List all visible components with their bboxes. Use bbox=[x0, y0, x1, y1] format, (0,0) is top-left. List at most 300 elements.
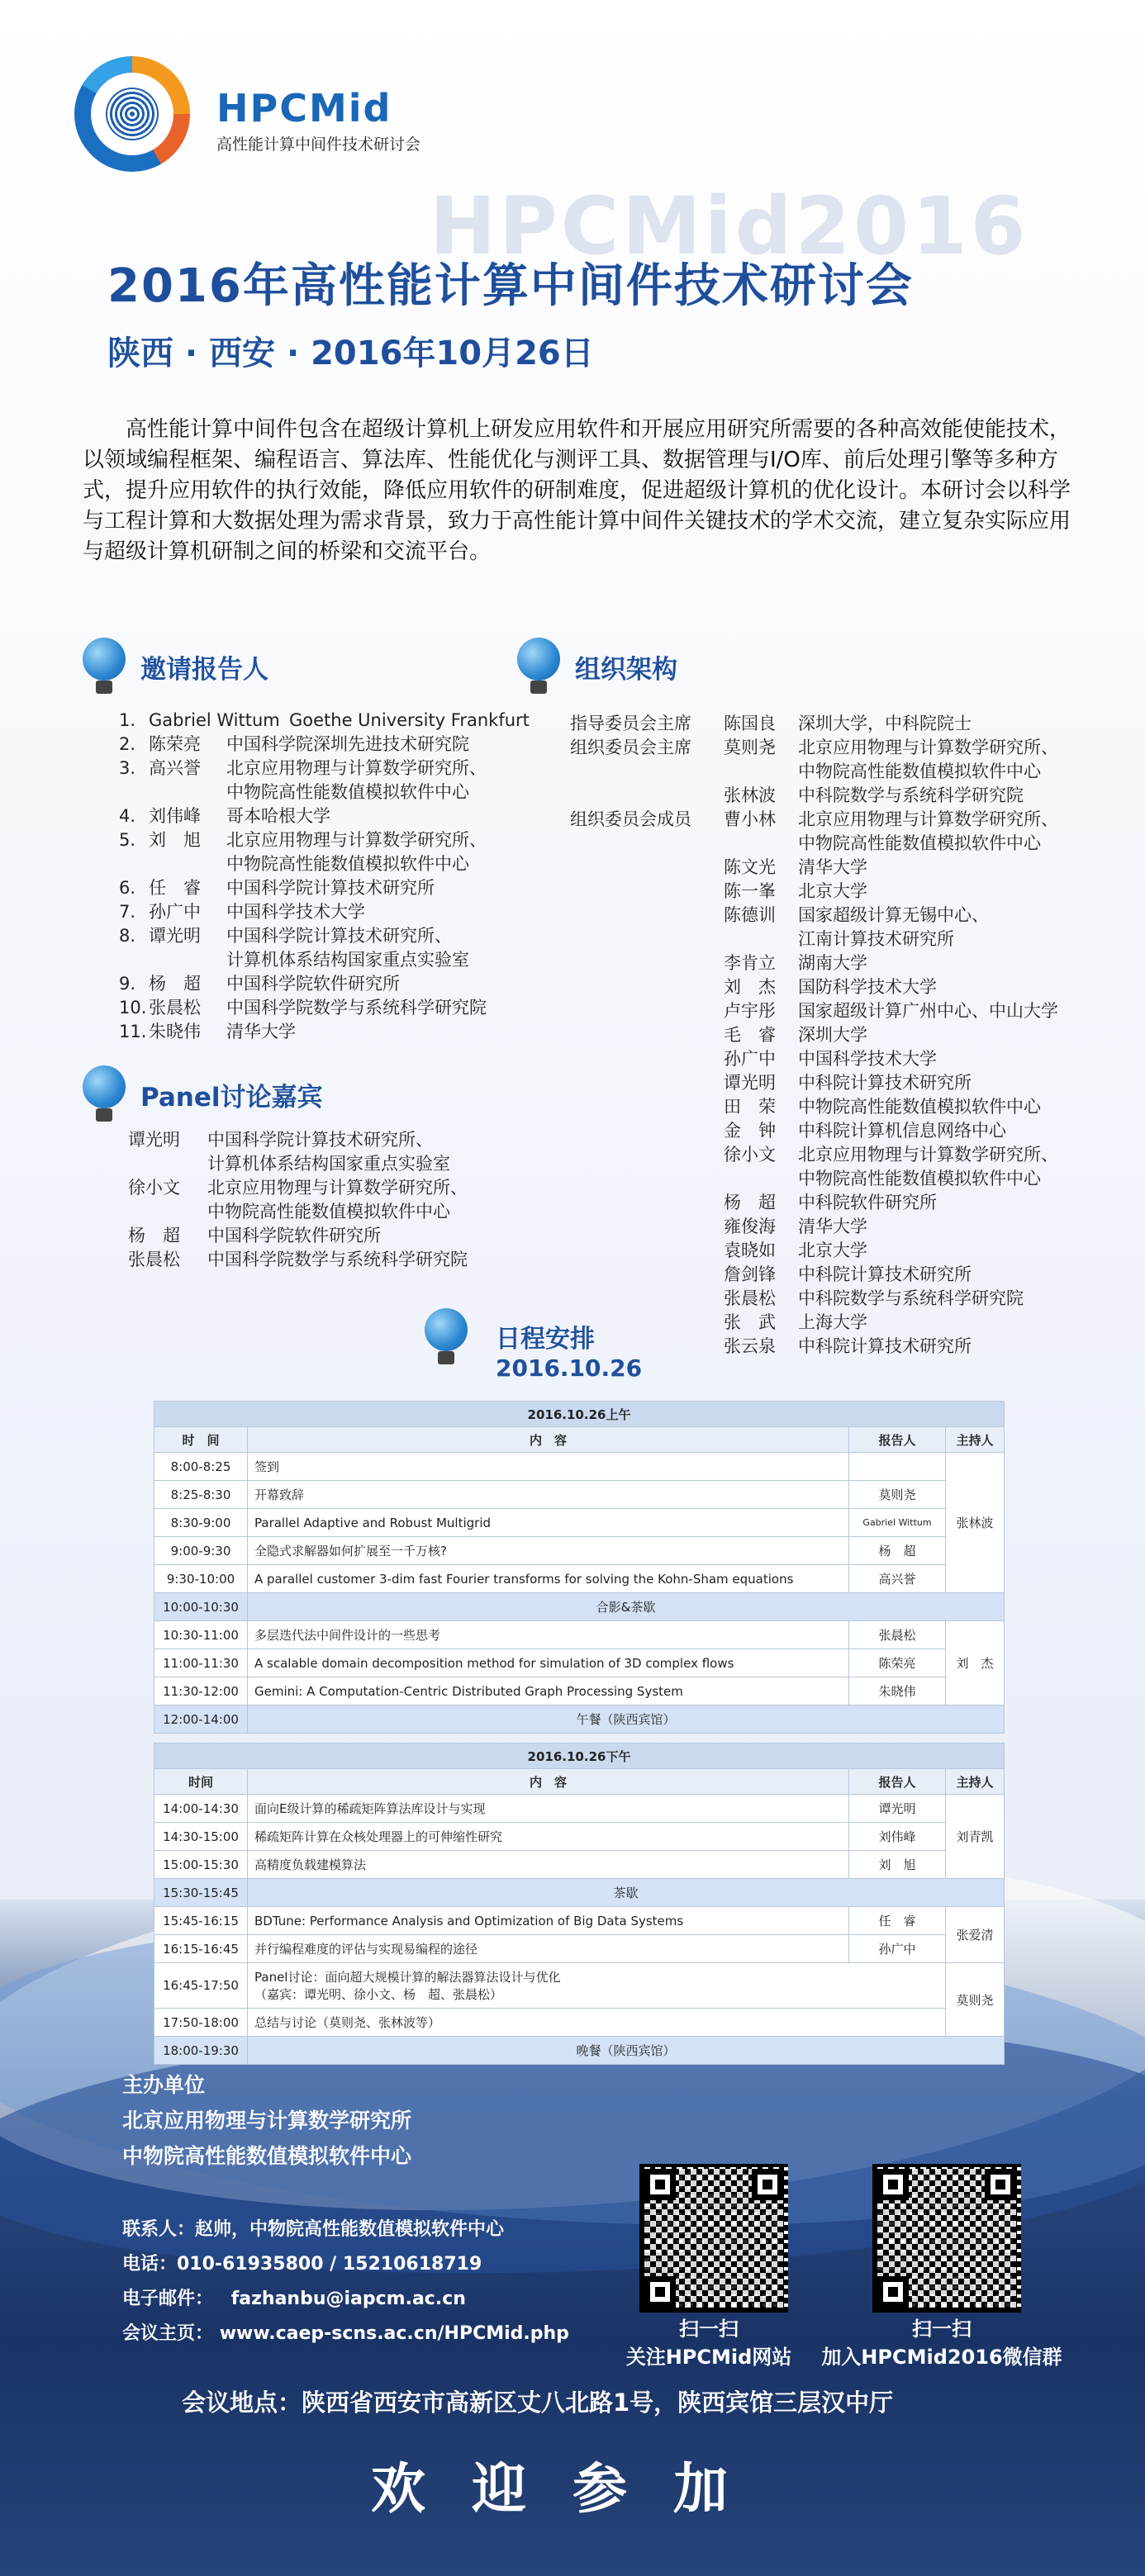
org-role bbox=[570, 927, 724, 951]
panelist-affiliation: 北京应用物理与计算数学研究所、 bbox=[207, 1178, 468, 1198]
header-time: 时 间 bbox=[154, 1427, 248, 1453]
speaker-number: 8. bbox=[119, 926, 136, 946]
list-item bbox=[128, 1152, 541, 1176]
schedule-header bbox=[421, 1308, 471, 1366]
list-item bbox=[570, 1047, 1115, 1071]
chip-icon bbox=[514, 638, 563, 695]
org-name: 田 荣 bbox=[724, 1097, 776, 1117]
org-affiliation: 北京应用物理与计算数学研究所、 bbox=[798, 1145, 1058, 1165]
list-item bbox=[570, 808, 1115, 832]
table-row bbox=[154, 1851, 1005, 1879]
org-affiliation: 北京应用物理与计算数学研究所、 bbox=[798, 738, 1058, 757]
org-role: 组织委员会成员 bbox=[570, 809, 691, 829]
org-name: 莫则尧 bbox=[724, 738, 776, 757]
org-name: 雍俊海 bbox=[724, 1217, 776, 1236]
table-row bbox=[154, 1907, 1005, 1935]
list-item bbox=[119, 924, 549, 948]
panelist-affiliation: 中国科学院软件研究所 bbox=[207, 1226, 381, 1245]
org-affiliation: 中科院软件研究所 bbox=[798, 1193, 937, 1212]
speaker-affiliation: 中国科学院软件研究所 bbox=[226, 974, 400, 994]
panel-row bbox=[154, 1963, 1005, 2009]
break-row bbox=[154, 1593, 1005, 1621]
row-content: A parallel customer 3-dim fast Fourier transforms for solving the Kohn-Sham equations bbox=[248, 1565, 849, 1593]
list-item bbox=[128, 1200, 541, 1224]
watermark: HPCMid2016 bbox=[430, 180, 1029, 273]
org-affiliation: 清华大学 bbox=[798, 1217, 867, 1236]
row-content: 茶歇 bbox=[248, 1879, 1005, 1907]
speaker-number bbox=[119, 948, 149, 972]
row-time: 10:00-10:30 bbox=[154, 1593, 248, 1621]
dinner-row bbox=[154, 2037, 1005, 2065]
row-time: 9:30-10:00 bbox=[154, 1565, 248, 1593]
row-content: 开幕致辞 bbox=[248, 1481, 849, 1509]
speaker-name: 朱晓伟 bbox=[149, 1022, 201, 1041]
org-affiliation: 国家超级计算广州中心、中山大学 bbox=[798, 1001, 1058, 1021]
host-label: 主办单位 bbox=[122, 2073, 206, 2097]
org-affiliation: 中科院计算机信息网络中心 bbox=[798, 1121, 1006, 1141]
list-item bbox=[570, 951, 1115, 975]
row-speaker: 朱晓伟 bbox=[849, 1677, 946, 1705]
host-org-1: 北京应用物理与计算数学研究所 bbox=[122, 2109, 412, 2132]
afternoon-caption: 2016.10.26下午 bbox=[154, 1743, 1005, 1769]
row-time: 10:30-11:00 bbox=[154, 1621, 248, 1649]
org-role bbox=[570, 999, 724, 1023]
list-item bbox=[119, 780, 549, 804]
speaker-name: 孙广中 bbox=[149, 902, 201, 922]
row-content: 多层迭代法中间件设计的一些思考 bbox=[248, 1621, 849, 1649]
speaker-name: 张晨松 bbox=[149, 998, 201, 1018]
org-role bbox=[570, 1215, 724, 1239]
table-row bbox=[154, 1453, 1005, 1481]
speaker-name: 任 睿 bbox=[149, 878, 201, 898]
speaker-name: 高兴誉 bbox=[149, 758, 201, 778]
speaker-number bbox=[119, 780, 149, 804]
speaker-affiliation: 中国科学院深圳先进技术研究院 bbox=[226, 734, 469, 754]
list-item bbox=[570, 1263, 1115, 1287]
org-name: 张晨松 bbox=[724, 1288, 776, 1308]
row-time: 8:00-8:25 bbox=[154, 1453, 248, 1481]
speaker-affiliation: 哥本哈根大学 bbox=[226, 806, 330, 826]
row-host: 张爱清 bbox=[946, 1907, 1005, 1963]
org-affiliation: 国防科学技术大学 bbox=[798, 977, 937, 997]
org-affiliation: 清华大学 bbox=[798, 857, 867, 877]
qr-finder bbox=[877, 2276, 909, 2308]
list-item bbox=[128, 1128, 541, 1152]
org-title: 组织架构 bbox=[575, 654, 677, 685]
table-header-row bbox=[154, 1769, 1005, 1795]
speaker-number: 6. bbox=[119, 878, 136, 898]
row-content: BDTune: Performance Analysis and Optimization of Big Data Systems bbox=[248, 1907, 849, 1935]
org-name: 毛 睿 bbox=[724, 1025, 776, 1045]
org-role bbox=[570, 832, 724, 856]
org-name: 陈德训 bbox=[724, 905, 776, 925]
speaker-name bbox=[149, 852, 226, 876]
list-item bbox=[570, 832, 1115, 856]
speaker-name: 陈荣亮 bbox=[149, 734, 201, 754]
org-role bbox=[570, 760, 724, 784]
panel-row-line1: Panel讨论：面向超大规模计算的解法器算法设计与优化 bbox=[254, 1970, 561, 1985]
speaker-name: 刘 旭 bbox=[149, 830, 201, 850]
list-item bbox=[570, 999, 1115, 1023]
row-content: 签到 bbox=[248, 1453, 849, 1481]
header-speaker: 报告人 bbox=[849, 1427, 946, 1453]
morning-schedule-table bbox=[154, 1401, 1005, 1734]
site-label: 会议主页： bbox=[122, 2323, 214, 2344]
panelist-name: 杨 超 bbox=[128, 1226, 180, 1245]
org-name: 张林波 bbox=[724, 785, 776, 805]
speaker-affiliation: 中国科学院计算技术研究所、 bbox=[226, 926, 452, 946]
org-role bbox=[570, 784, 724, 808]
speaker-affiliation: 中国科学院计算技术研究所 bbox=[226, 878, 435, 898]
org-name: 杨 超 bbox=[724, 1193, 776, 1212]
org-affiliation: 中科院数学与系统科学研究院 bbox=[798, 785, 1024, 805]
table-row bbox=[154, 1509, 1005, 1537]
header-content: 内 容 bbox=[248, 1769, 849, 1795]
speakers-title: 邀请报告人 bbox=[140, 654, 268, 685]
break-row bbox=[154, 1879, 1005, 1907]
list-item bbox=[570, 1191, 1115, 1215]
org-name: 刘 杰 bbox=[724, 977, 776, 997]
panelist-name bbox=[128, 1152, 207, 1176]
contact-person: 联系人：赵帅，中物院高性能数值模拟软件中心 bbox=[122, 2219, 505, 2240]
list-item bbox=[570, 1239, 1115, 1263]
list-item bbox=[570, 1071, 1115, 1095]
list-item bbox=[119, 948, 549, 972]
row-host: 刘青凯 bbox=[946, 1795, 1005, 1879]
org-affiliation: 北京应用物理与计算数学研究所、 bbox=[798, 809, 1058, 829]
qr-finder bbox=[752, 2169, 783, 2200]
org-name: 陈国良 bbox=[724, 714, 776, 733]
row-time: 8:25-8:30 bbox=[154, 1481, 248, 1509]
row-time: 11:00-11:30 bbox=[154, 1649, 248, 1677]
logo-subtitle: 高性能计算中间件技术研讨会 bbox=[216, 135, 421, 154]
table-row bbox=[154, 1537, 1005, 1565]
panelist-affiliation: 计算机体系结构国家重点实验室 bbox=[207, 1154, 450, 1174]
row-speaker: 谭光明 bbox=[849, 1795, 946, 1823]
list-item bbox=[570, 1311, 1115, 1335]
table-row bbox=[154, 1565, 1005, 1593]
list-item bbox=[119, 972, 549, 996]
list-item bbox=[119, 804, 549, 828]
qr-finder bbox=[877, 2169, 909, 2200]
row-speaker: 刘伟峰 bbox=[849, 1823, 946, 1851]
org-affiliation: 北京大学 bbox=[798, 881, 867, 901]
table-row bbox=[154, 1677, 1005, 1705]
row-content: 晚餐（陕西宾馆） bbox=[248, 2037, 1005, 2065]
org-role bbox=[570, 1095, 724, 1119]
list-item bbox=[570, 712, 1115, 736]
speakers-header bbox=[79, 638, 268, 695]
list-item bbox=[570, 1167, 1115, 1191]
row-time: 16:15-16:45 bbox=[154, 1935, 248, 1963]
speaker-affiliation: 北京应用物理与计算数学研究所、 bbox=[226, 830, 487, 850]
org-affiliation: 深圳大学 bbox=[798, 1025, 867, 1045]
list-item bbox=[119, 852, 549, 876]
list-item bbox=[570, 1095, 1115, 1119]
org-role: 指导委员会主席 bbox=[570, 714, 691, 733]
table-row bbox=[154, 1823, 1005, 1851]
speaker-name: 谭光明 bbox=[149, 926, 201, 946]
speaker-number: 5. bbox=[119, 830, 136, 850]
speaker-number: 2. bbox=[119, 734, 136, 754]
schedule-title: 日程安排 bbox=[496, 1325, 595, 1354]
row-content: 午餐（陕西宾馆） bbox=[248, 1705, 1005, 1734]
row-speaker bbox=[849, 1453, 946, 1481]
list-item bbox=[119, 876, 549, 900]
org-affiliation: 中科院数学与系统科学研究院 bbox=[798, 1288, 1024, 1308]
org-affiliation: 中物院高性能数值模拟软件中心 bbox=[798, 761, 1041, 781]
speaker-affiliation: 北京应用物理与计算数学研究所、 bbox=[226, 758, 487, 778]
chip-icon bbox=[79, 1065, 129, 1123]
contact-phone: 电话：010-61935800 / 15210618719 bbox=[122, 2254, 482, 2275]
org-name: 孙广中 bbox=[724, 1049, 776, 1069]
row-time: 12:00-14:00 bbox=[154, 1705, 248, 1734]
list-item bbox=[570, 927, 1115, 951]
venue: 会议地点：陕西省西安市高新区丈八北路1号，陕西宾馆三层汉中厅 bbox=[182, 2389, 894, 2417]
list-item bbox=[570, 975, 1115, 999]
org-affiliation: 中科院计算技术研究所 bbox=[798, 1336, 972, 1356]
qr2-caption-line1: 扫一扫 bbox=[912, 2317, 972, 2341]
speaker-affiliation: 中物院高性能数值模拟软件中心 bbox=[226, 854, 469, 874]
row-content: 面向E级计算的稀疏矩阵算法库设计与实现 bbox=[248, 1795, 849, 1823]
org-role: 组织委员会主席 bbox=[570, 738, 691, 757]
speaker-name bbox=[149, 948, 226, 972]
row-time: 14:00-14:30 bbox=[154, 1795, 248, 1823]
list-item bbox=[119, 709, 549, 733]
org-name bbox=[724, 832, 798, 856]
page-subtitle: 陕西 · 西安 · 2016年10月26日 bbox=[107, 334, 594, 372]
qr2-caption-line2: 加入HPCMid2016微信群 bbox=[821, 2346, 1062, 2369]
speaker-number: 9. bbox=[119, 974, 136, 994]
row-speaker: 张晨松 bbox=[849, 1621, 946, 1649]
row-time: 11:30-12:00 bbox=[154, 1677, 248, 1705]
org-name: 陈文光 bbox=[724, 857, 776, 877]
org-affiliation: 江南计算技术研究所 bbox=[798, 929, 954, 949]
list-item bbox=[570, 1119, 1115, 1143]
list-item bbox=[119, 828, 549, 852]
list-item bbox=[570, 1287, 1115, 1311]
org-affiliation: 深圳大学，中科院院士 bbox=[798, 714, 972, 733]
panelist-name: 谭光明 bbox=[128, 1130, 180, 1150]
chip-icon bbox=[421, 1308, 471, 1366]
row-host: 张林波 bbox=[946, 1453, 1005, 1593]
header-host: 主持人 bbox=[946, 1769, 1005, 1795]
table-row bbox=[154, 1795, 1005, 1823]
row-speaker: Gabriel Wittum bbox=[849, 1509, 946, 1537]
speaker-affiliation: 中国科学院数学与系统科学研究院 bbox=[226, 998, 487, 1018]
org-affiliation: 中物院高性能数值模拟软件中心 bbox=[798, 1169, 1041, 1188]
afternoon-schedule-table bbox=[154, 1743, 1005, 2065]
row-speaker: 孙广中 bbox=[849, 1935, 946, 1963]
logo-core-icon bbox=[106, 88, 159, 140]
lunch-row bbox=[154, 1705, 1005, 1734]
org-role bbox=[570, 951, 724, 975]
list-item bbox=[570, 736, 1115, 760]
row-time: 16:45-17:50 bbox=[154, 1963, 248, 2009]
org-header bbox=[514, 638, 677, 695]
speakers-list bbox=[119, 709, 549, 1044]
header-host: 主持人 bbox=[946, 1427, 1005, 1453]
row-speaker: 刘 旭 bbox=[849, 1851, 946, 1879]
speaker-affiliation: 中国科学技术大学 bbox=[226, 902, 365, 922]
org-name: 詹剑锋 bbox=[724, 1264, 776, 1284]
panel-row-line2: （嘉宾：谭光明、徐小文、杨 超、张晨松） bbox=[254, 1987, 503, 2002]
org-name: 卢宇彤 bbox=[724, 1001, 776, 1021]
org-affiliation: 中国科学技术大学 bbox=[798, 1049, 937, 1069]
org-affiliation: 国家超级计算无锡中心、 bbox=[798, 905, 989, 925]
row-time: 9:00-9:30 bbox=[154, 1537, 248, 1565]
email-label: 电子邮件： bbox=[122, 2289, 214, 2309]
org-role bbox=[570, 1071, 724, 1095]
welcome-banner: 欢迎参加 bbox=[371, 2457, 774, 2521]
org-name: 张 武 bbox=[724, 1312, 776, 1332]
list-item bbox=[570, 1023, 1115, 1047]
row-time: 15:30-15:45 bbox=[154, 1879, 248, 1907]
row-time: 18:00-19:30 bbox=[154, 2037, 248, 2065]
header-content: 内 容 bbox=[248, 1427, 849, 1453]
list-item bbox=[119, 900, 549, 924]
org-name: 李肯立 bbox=[724, 953, 776, 973]
list-item bbox=[128, 1248, 541, 1272]
panelist-affiliation: 中国科学院计算技术研究所、 bbox=[207, 1130, 433, 1150]
qr-finder bbox=[644, 2276, 676, 2308]
org-role bbox=[570, 856, 724, 880]
schedule-date: 2016.10.26 bbox=[496, 1354, 643, 1382]
panelist-affiliation: 中物院高性能数值模拟软件中心 bbox=[207, 1202, 450, 1222]
org-name: 谭光明 bbox=[724, 1073, 776, 1093]
site-link[interactable]: www.caep-scns.ac.cn/HPCMid.php bbox=[219, 2323, 569, 2344]
list-item bbox=[570, 1335, 1115, 1359]
row-content: 全隐式求解器如何扩展至一千万核? bbox=[248, 1537, 849, 1565]
org-role bbox=[570, 1263, 724, 1287]
page-title: 2016年高性能计算中间件技术研讨会 bbox=[107, 259, 914, 313]
table-row bbox=[154, 1649, 1005, 1677]
speaker-affiliation: 中物院高性能数值模拟软件中心 bbox=[226, 782, 469, 802]
row-time: 14:30-15:00 bbox=[154, 1823, 248, 1851]
morning-caption: 2016.10.26上午 bbox=[154, 1402, 1005, 1427]
row-content: 总结与讨论（莫则尧、张林波等） bbox=[248, 2009, 946, 2037]
speaker-name bbox=[149, 780, 226, 804]
list-item bbox=[128, 1224, 541, 1248]
speaker-number: 10. bbox=[119, 998, 147, 1018]
row-content: Parallel Adaptive and Robust Multigrid bbox=[248, 1509, 849, 1537]
speaker-affiliation: 计算机体系结构国家重点实验室 bbox=[226, 950, 469, 970]
row-content: 稀疏矩阵计算在众核处理器上的可伸缩性研究 bbox=[248, 1823, 849, 1851]
speaker-number: 4. bbox=[119, 806, 136, 826]
org-role bbox=[570, 1143, 724, 1167]
org-role bbox=[570, 1119, 724, 1143]
org-name: 袁晓如 bbox=[724, 1241, 776, 1260]
list-item bbox=[119, 996, 549, 1020]
list-item bbox=[570, 904, 1115, 927]
speaker-number bbox=[119, 852, 149, 876]
row-speaker: 陈荣亮 bbox=[849, 1649, 946, 1677]
org-name: 曹小林 bbox=[724, 809, 776, 829]
row-content: Gemini: A Computation-Centric Distributed Graph Processing System bbox=[248, 1677, 849, 1705]
table-header-row bbox=[154, 1427, 1005, 1453]
row-host: 莫则尧 bbox=[946, 1963, 1005, 2037]
org-name bbox=[724, 760, 798, 784]
org-role bbox=[570, 1287, 724, 1311]
row-time: 15:00-15:30 bbox=[154, 1851, 248, 1879]
speaker-number: 11. bbox=[119, 1022, 147, 1041]
table-row bbox=[154, 1935, 1005, 1963]
list-item bbox=[570, 1215, 1115, 1239]
row-time: 15:45-16:15 bbox=[154, 1907, 248, 1935]
qr-finder bbox=[985, 2169, 1016, 2200]
org-role bbox=[570, 1191, 724, 1215]
org-role bbox=[570, 1047, 724, 1071]
qr-code-website-icon[interactable] bbox=[639, 2164, 788, 2313]
list-item bbox=[119, 1020, 549, 1044]
org-role bbox=[570, 1167, 724, 1191]
panel-header bbox=[79, 1065, 323, 1123]
qr1-caption-line2: 关注HPCMid网站 bbox=[625, 2346, 792, 2369]
panelist-name: 徐小文 bbox=[128, 1178, 180, 1198]
row-speaker: 高兴誉 bbox=[849, 1565, 946, 1593]
org-list bbox=[570, 712, 1115, 1359]
header-time: 时间 bbox=[154, 1769, 248, 1795]
org-name: 张云泉 bbox=[724, 1336, 776, 1356]
list-item bbox=[570, 856, 1115, 880]
org-name: 陈一峯 bbox=[724, 881, 776, 901]
org-role bbox=[570, 1239, 724, 1263]
speaker-number: 3. bbox=[119, 758, 136, 778]
panelist-affiliation: 中国科学院数学与系统科学研究院 bbox=[207, 1250, 468, 1269]
row-speaker: 杨 超 bbox=[849, 1537, 946, 1565]
table-row bbox=[154, 2009, 1005, 2037]
speaker-name: Gabriel Wittum bbox=[149, 710, 280, 730]
list-item bbox=[570, 784, 1115, 808]
org-affiliation: 中科院计算技术研究所 bbox=[798, 1264, 972, 1284]
speaker-affiliation: Goethe University Frankfurt bbox=[289, 710, 530, 730]
org-name: 金 钟 bbox=[724, 1121, 776, 1141]
list-item bbox=[119, 733, 549, 757]
list-item bbox=[119, 757, 549, 780]
panel-list bbox=[128, 1128, 541, 1272]
row-content: 并行编程难度的评估与实现易编程的途径 bbox=[248, 1935, 849, 1963]
speaker-number: 1. bbox=[119, 710, 136, 730]
panel-title: Panel讨论嘉宾 bbox=[140, 1082, 323, 1112]
qr-code-wechat-icon[interactable] bbox=[872, 2164, 1021, 2313]
host-org-2: 中物院高性能数值模拟软件中心 bbox=[122, 2144, 412, 2168]
intro-paragraph: 高性能计算中间件包含在超级计算机上研发应用软件和开展应用研究所需要的各种高效能使能技术，以领域编程框架、编程语言、算法库、性能优化与测评工具、数据管理与I/O库、前后处理引擎等多种方式，提升应用软件的执行效能，降低应用软件的研制难度，促进超级计算机的优化设计。本研讨会以科学与工程计算和大数据处理为需求背景，致力于高性能计算中间件关键技术的学术交流，建立复杂实际应用与超级计算机研制之间的桥梁和交流平台。 bbox=[83, 417, 1071, 564]
row-time: 8:30-9:00 bbox=[154, 1509, 248, 1537]
org-role bbox=[570, 904, 724, 927]
org-name bbox=[724, 1167, 798, 1191]
qr1-caption-line1: 扫一扫 bbox=[679, 2317, 739, 2341]
org-affiliation: 中物院高性能数值模拟软件中心 bbox=[798, 1097, 1041, 1117]
row-speaker: 莫则尧 bbox=[849, 1481, 946, 1509]
row-time: 17:50-18:00 bbox=[154, 2009, 248, 2037]
org-name: 徐小文 bbox=[724, 1145, 776, 1165]
org-affiliation: 中科院计算技术研究所 bbox=[798, 1073, 972, 1093]
list-item bbox=[570, 880, 1115, 904]
row-speaker: 任 睿 bbox=[849, 1907, 946, 1935]
org-role bbox=[570, 880, 724, 904]
row-content: 合影&茶歇 bbox=[248, 1593, 1005, 1621]
list-item bbox=[570, 760, 1115, 784]
email-link[interactable]: fazhanbu@iapcm.ac.cn bbox=[230, 2289, 466, 2309]
row-host: 刘 杰 bbox=[946, 1621, 1005, 1705]
list-item bbox=[128, 1176, 541, 1200]
row-content bbox=[248, 1963, 946, 2009]
speaker-name: 杨 超 bbox=[149, 974, 201, 994]
speaker-affiliation: 清华大学 bbox=[226, 1022, 296, 1041]
list-item bbox=[570, 1143, 1115, 1167]
org-affiliation: 上海大学 bbox=[798, 1312, 867, 1332]
qr-finder bbox=[644, 2169, 676, 2200]
